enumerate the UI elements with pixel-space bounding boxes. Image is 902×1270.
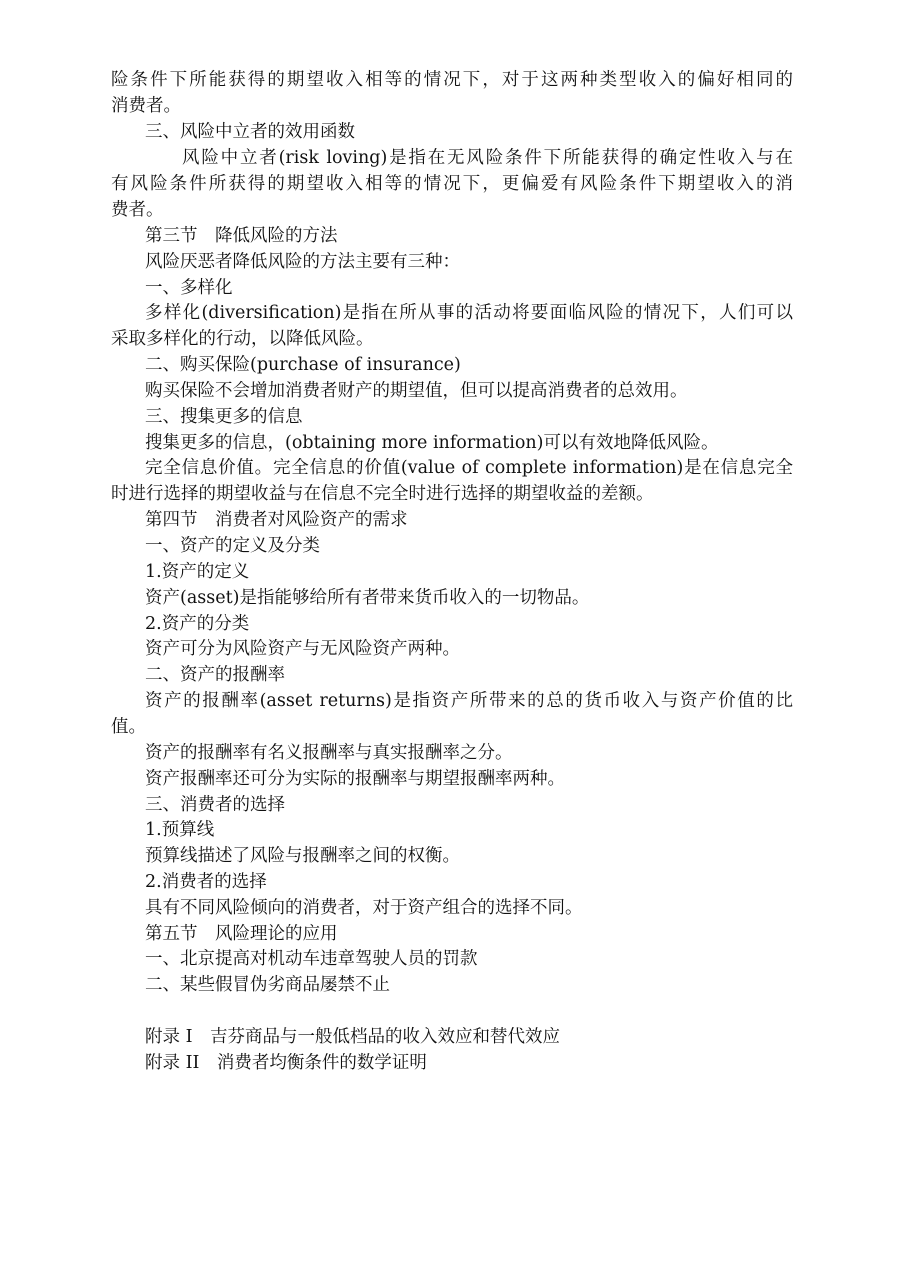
section-heading: 二、资产的报酬率 bbox=[145, 665, 285, 685]
text-line: 购买保险不会增加消费者财产的期望值，但可以提高消费者的总效用。 bbox=[145, 381, 688, 401]
text-line: 多样化(diversification)是指在所从事的活动将要面临风险的情况下，人们可以 bbox=[145, 303, 793, 323]
section-heading: 二、某些假冒伪劣商品屡禁不止 bbox=[145, 975, 390, 995]
subsection-heading: 1.资产的定义 bbox=[145, 562, 250, 582]
chapter-section-heading: 第五节 风险理论的应用 bbox=[145, 924, 338, 944]
chapter-section-heading: 第四节 消费者对风险资产的需求 bbox=[145, 510, 408, 530]
text-line: 资产的报酬率有名义报酬率与真实报酬率之分。 bbox=[145, 743, 513, 763]
text-line: 资产报酬率还可分为实际的报酬率与期望报酬率两种。 bbox=[145, 769, 565, 789]
section-heading: 一、资产的定义及分类 bbox=[145, 536, 320, 556]
text-line: 搜集更多的信息，(obtaining more information)可以有效地降低风险。 bbox=[145, 433, 719, 453]
text-line: 完全信息价值。完全信息的价值(value of complete information)是在信息完全 bbox=[145, 458, 793, 478]
text-line: 采取多样化的行动，以降低风险。 bbox=[111, 329, 374, 349]
appendix-heading: 附录 II 消费者均衡条件的数学证明 bbox=[145, 1053, 427, 1073]
text-line: 时进行选择的期望收益与在信息不完全时进行选择的期望收益的差额。 bbox=[111, 484, 654, 504]
text-line: 有风险条件所获得的期望收入相等的情况下，更偏爱有风险条件下期望收入的消 bbox=[111, 174, 793, 194]
text-line: 具有不同风险倾向的消费者，对于资产组合的选择不同。 bbox=[145, 898, 583, 918]
subsection-heading: 2.消费者的选择 bbox=[145, 872, 267, 892]
text-line: 风险厌恶者降低风险的方法主要有三种： bbox=[145, 252, 460, 272]
text-line: 资产的报酬率(asset returns)是指资产所带来的总的货币收入与资产价值的比 bbox=[145, 691, 793, 711]
section-heading: 一、北京提高对机动车违章驾驶人员的罚款 bbox=[145, 949, 478, 969]
text-line: 消费者。 bbox=[111, 96, 181, 116]
subsection-heading: 2.资产的分类 bbox=[145, 614, 250, 634]
chapter-section-heading: 第三节 降低风险的方法 bbox=[145, 226, 338, 246]
section-heading: 三、消费者的选择 bbox=[145, 795, 285, 815]
text-line: 预算线描述了风险与报酬率之间的权衡。 bbox=[145, 846, 460, 866]
text-line: 资产(asset)是指能够给所有者带来货币收入的一切物品。 bbox=[145, 588, 590, 608]
subsection-heading: 1.预算线 bbox=[145, 820, 215, 840]
text-line: 值。 bbox=[111, 717, 146, 737]
section-heading: 三、风险中立者的效用函数 bbox=[145, 122, 355, 142]
section-heading: 一、多样化 bbox=[145, 278, 233, 298]
text-line: 风险中立者(risk loving)是指在无风险条件下所能获得的确定性收入与在 bbox=[182, 148, 793, 168]
text-line: 资产可分为风险资产与无风险资产两种。 bbox=[145, 639, 460, 659]
text-line: 险条件下所能获得的期望收入相等的情况下，对于这两种类型收入的偏好相同的 bbox=[111, 70, 793, 90]
text-line: 费者。 bbox=[111, 200, 164, 220]
section-heading: 二、购买保险(purchase of insurance) bbox=[145, 355, 461, 375]
section-heading: 三、搜集更多的信息 bbox=[145, 407, 303, 427]
appendix-heading: 附录 I 吉芬商品与一般低档品的收入效应和替代效应 bbox=[145, 1027, 560, 1047]
